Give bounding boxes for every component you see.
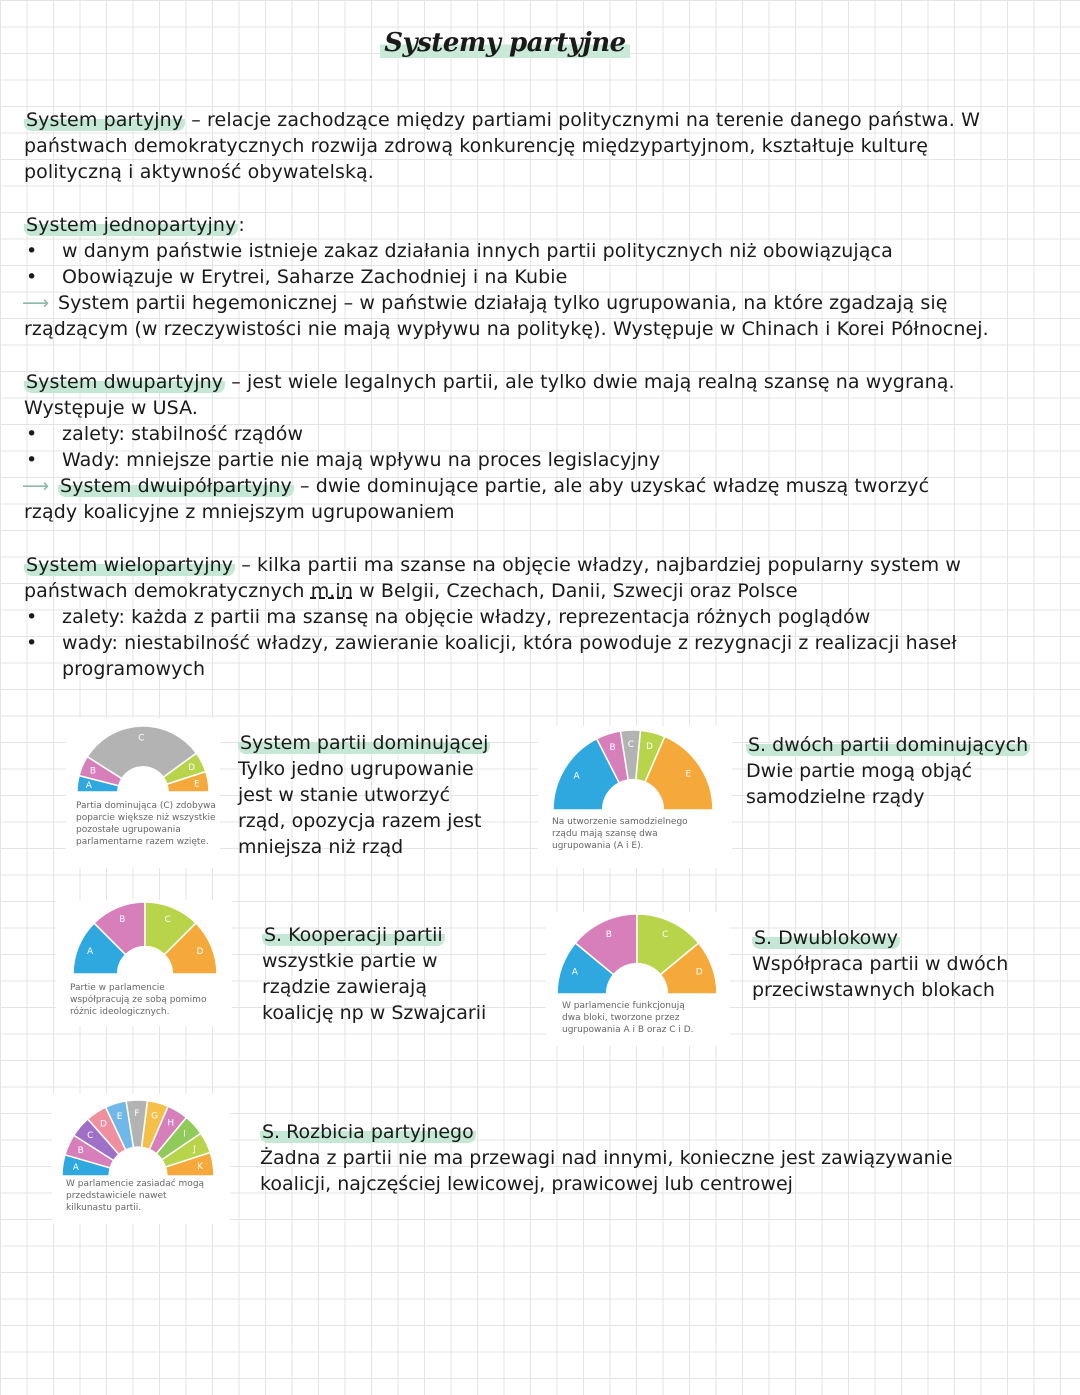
two-bloc-heading: S. Dwublokowy xyxy=(754,927,899,949)
one-party-arrow-line-1: System partii hegemonicznej – w państwie działają tylko ugrupowania, na które zgadzają się xyxy=(58,292,948,314)
two-party-line-1: System dwupartyjny – jest wiele legalnych partii, ale tylko dwie mają realną szansę na wygraną. xyxy=(26,371,955,393)
fragmentation-line-1: Żadna z partii nie ma przewagi nad innymi, konieczne jest zawiązywanie xyxy=(260,1147,953,1169)
page-title: Systemy partyjne xyxy=(0,28,1010,58)
dominant-line-2: jest w stanie utworzyć xyxy=(238,784,451,806)
segment-label-c: C xyxy=(138,733,145,744)
one-party-arrow-line-2: rządzącym (w rzeczywistości nie mają wypływu na politykę). Występuje w Chinach i Korei Północnej. xyxy=(24,318,989,340)
dominant-party-semicircle xyxy=(68,724,218,794)
segment-label-h: H xyxy=(167,1118,175,1129)
fragmentation-semicircle xyxy=(58,1098,218,1178)
bullet-icon: • xyxy=(26,240,38,262)
multi-party-bullet-2: wady: niestabilność władzy, zawieranie koalicji, która powoduje z rezygnacji z realizacji haseł xyxy=(62,632,957,654)
two-dominant-line-1: Dwie partie mogą objąć xyxy=(746,760,973,782)
cooperation-line-2: rządzie zawierają xyxy=(262,976,427,998)
dominant-line-3: rząd, opozycja razem jest xyxy=(238,810,482,832)
two-bloc-line-1: Współpraca partii w dwóch xyxy=(752,953,1009,975)
segment-label-f: F xyxy=(134,1109,140,1120)
dominant-heading: System partii dominującej xyxy=(240,732,489,754)
bullet-icon: • xyxy=(26,266,38,288)
multi-party-line-1: System wielopartyjny – kilka partii ma szanse na objęcie władzy, najbardziej popularny system w xyxy=(26,554,962,576)
segment-label-d: D xyxy=(196,947,204,958)
segment-label-c: C xyxy=(627,739,635,750)
segment-label-b: B xyxy=(605,930,612,941)
two-dominant-semicircle xyxy=(548,728,718,812)
segment-label-a: A xyxy=(72,1163,79,1174)
diagram-card-two-bloc xyxy=(546,912,730,1046)
segment-label-a: A xyxy=(85,781,92,792)
one-party-heading: System jednopartyjny : xyxy=(26,214,245,236)
dominant-caption: Partia dominująca (C) zdobywa poparcie większe niż wszystkie pozostałe ugrupowania parlamentarne razem wzięte. xyxy=(76,801,216,847)
segment-label-a: A xyxy=(571,967,578,978)
cooperation-semicircle xyxy=(60,900,230,976)
intro-term: System partyjny xyxy=(26,109,184,131)
segment-label-c: C xyxy=(87,1131,94,1142)
fragmentation-caption: W parlamencie zasiadać mogą przedstawiciele nawet kilkunastu partii. xyxy=(66,1179,205,1213)
arrow-icon: ⟶ xyxy=(22,292,50,314)
multi-party-bullet-1: zalety: każda z partii ma szansę na objęcie władzy, reprezentacja różnych poglądów xyxy=(62,606,871,628)
multi-party-line-2: państwach demokratycznych m.in w Belgii, Czechach, Danii, Szwecji oraz Polsce xyxy=(24,580,798,602)
segment-label-c: C xyxy=(164,915,171,926)
two-party-arrow-line-2: rządy koalicyjne z mniejszym ugrupowaniem xyxy=(24,501,455,523)
fragmentation-line-2: koalicji, najczęściej lewicowej, prawicowej lub centrowej xyxy=(260,1173,793,1195)
two-party-bullet-2: Wady: mniejsze partie nie mają wpływu na proces legislacyjny xyxy=(62,449,661,471)
diagram-card-two-dominant xyxy=(538,726,732,868)
segment-label-c: C xyxy=(662,930,669,941)
segment-label-b: B xyxy=(609,743,616,754)
segment-label-e: E xyxy=(685,769,692,780)
segment-label-b: B xyxy=(77,1146,84,1157)
bullet-icon: • xyxy=(26,449,38,471)
one-party-bullet-1: w danym państwie istnieje zakaz działania innych partii politycznych niż obowiązująca xyxy=(62,240,893,262)
segment-label-e: E xyxy=(116,1111,123,1122)
diagram-card-fragmentation xyxy=(52,1094,230,1224)
intro-line-1: System partyjny – relacje zachodzące między partiami politycznymi na terenie danego państwa. W xyxy=(26,109,980,131)
segment-label-g: G xyxy=(151,1111,159,1122)
two-bloc-line-2: przeciwstawnych blokach xyxy=(752,979,995,1001)
cooperation-heading: S. Kooperacji partii xyxy=(264,924,443,946)
segment-label-k: K xyxy=(197,1162,203,1173)
two-party-bullet-1: zalety: stabilność rządów xyxy=(62,423,304,445)
arrow-icon: ⟶ xyxy=(22,475,50,497)
two-party-arrow-line-1: System dwuipółpartyjny – dwie dominujące partie, ale aby uzyskać władzę muszą tworzyć xyxy=(60,475,930,497)
two-dominant-heading: S. dwóch partii dominujących xyxy=(748,734,1029,756)
segment-label-d: D xyxy=(645,741,653,752)
fragmentation-heading: S. Rozbicia partyjnego xyxy=(262,1121,474,1143)
dominant-line-1: Tylko jedno ugrupowanie xyxy=(238,758,474,780)
bullet-icon: • xyxy=(26,606,38,628)
two-dominant-caption: Na utworzenie samodzielnego rządu mają szansę dwa ugrupowania (A i E). xyxy=(552,817,688,851)
cooperation-line-3: koalicję np w Szwajcarii xyxy=(262,1002,487,1024)
segment-label-d: D xyxy=(100,1119,107,1130)
multi-party-bullet-2-cont: programowych xyxy=(62,658,206,680)
multi-party-term: System wielopartyjny xyxy=(26,554,234,576)
diagram-card-cooperation xyxy=(56,900,232,1026)
two-party-term: System dwupartyjny xyxy=(26,371,224,393)
cooperation-caption: Partie w parlamencie współpracują ze sobą pomimo różnic ideologicznych. xyxy=(70,983,207,1017)
two-bloc-caption: W parlamencie funkcjonują dwa bloki, tworzone przez ugrupowania A i B oraz C i D. xyxy=(562,1001,694,1035)
bullet-icon: • xyxy=(26,423,38,445)
cooperation-line-1: wszystkie partie w xyxy=(262,950,438,972)
two-bloc-semicircle xyxy=(550,912,724,996)
two-party-line-2: Występuje w USA. xyxy=(24,397,199,419)
bullet-icon: • xyxy=(26,632,38,654)
segment-label-e: E xyxy=(194,779,200,790)
segment-label-b: B xyxy=(119,915,126,926)
segment-label-a: A xyxy=(86,947,94,958)
one-party-bullet-2: Obowiązuje w Erytrei, Saharze Zachodniej i na Kubie xyxy=(62,266,568,288)
segment-label-d: D xyxy=(188,763,196,774)
dominant-line-4: mniejsza niż rząd xyxy=(238,836,404,858)
segment-label-d: D xyxy=(695,967,703,978)
segment-label-b: B xyxy=(89,766,97,777)
one-party-term: System jednopartyjny xyxy=(26,214,237,236)
segment-label-a: A xyxy=(573,771,580,782)
diagram-card-dominant xyxy=(66,718,220,868)
segment-label-i: I xyxy=(183,1129,186,1140)
segment-label-j: J xyxy=(193,1144,196,1155)
intro-line-2: państwach demokratycznych rozwija zdrową konkurencję międzypartyjnom, kształtuje kulturę xyxy=(24,135,929,157)
intro-line-3: polityczną i aktywność obywatelską. xyxy=(24,161,374,183)
two-and-half-term: System dwuipółpartyjny xyxy=(60,475,292,497)
two-dominant-line-2: samodzielne rządy xyxy=(746,786,925,808)
